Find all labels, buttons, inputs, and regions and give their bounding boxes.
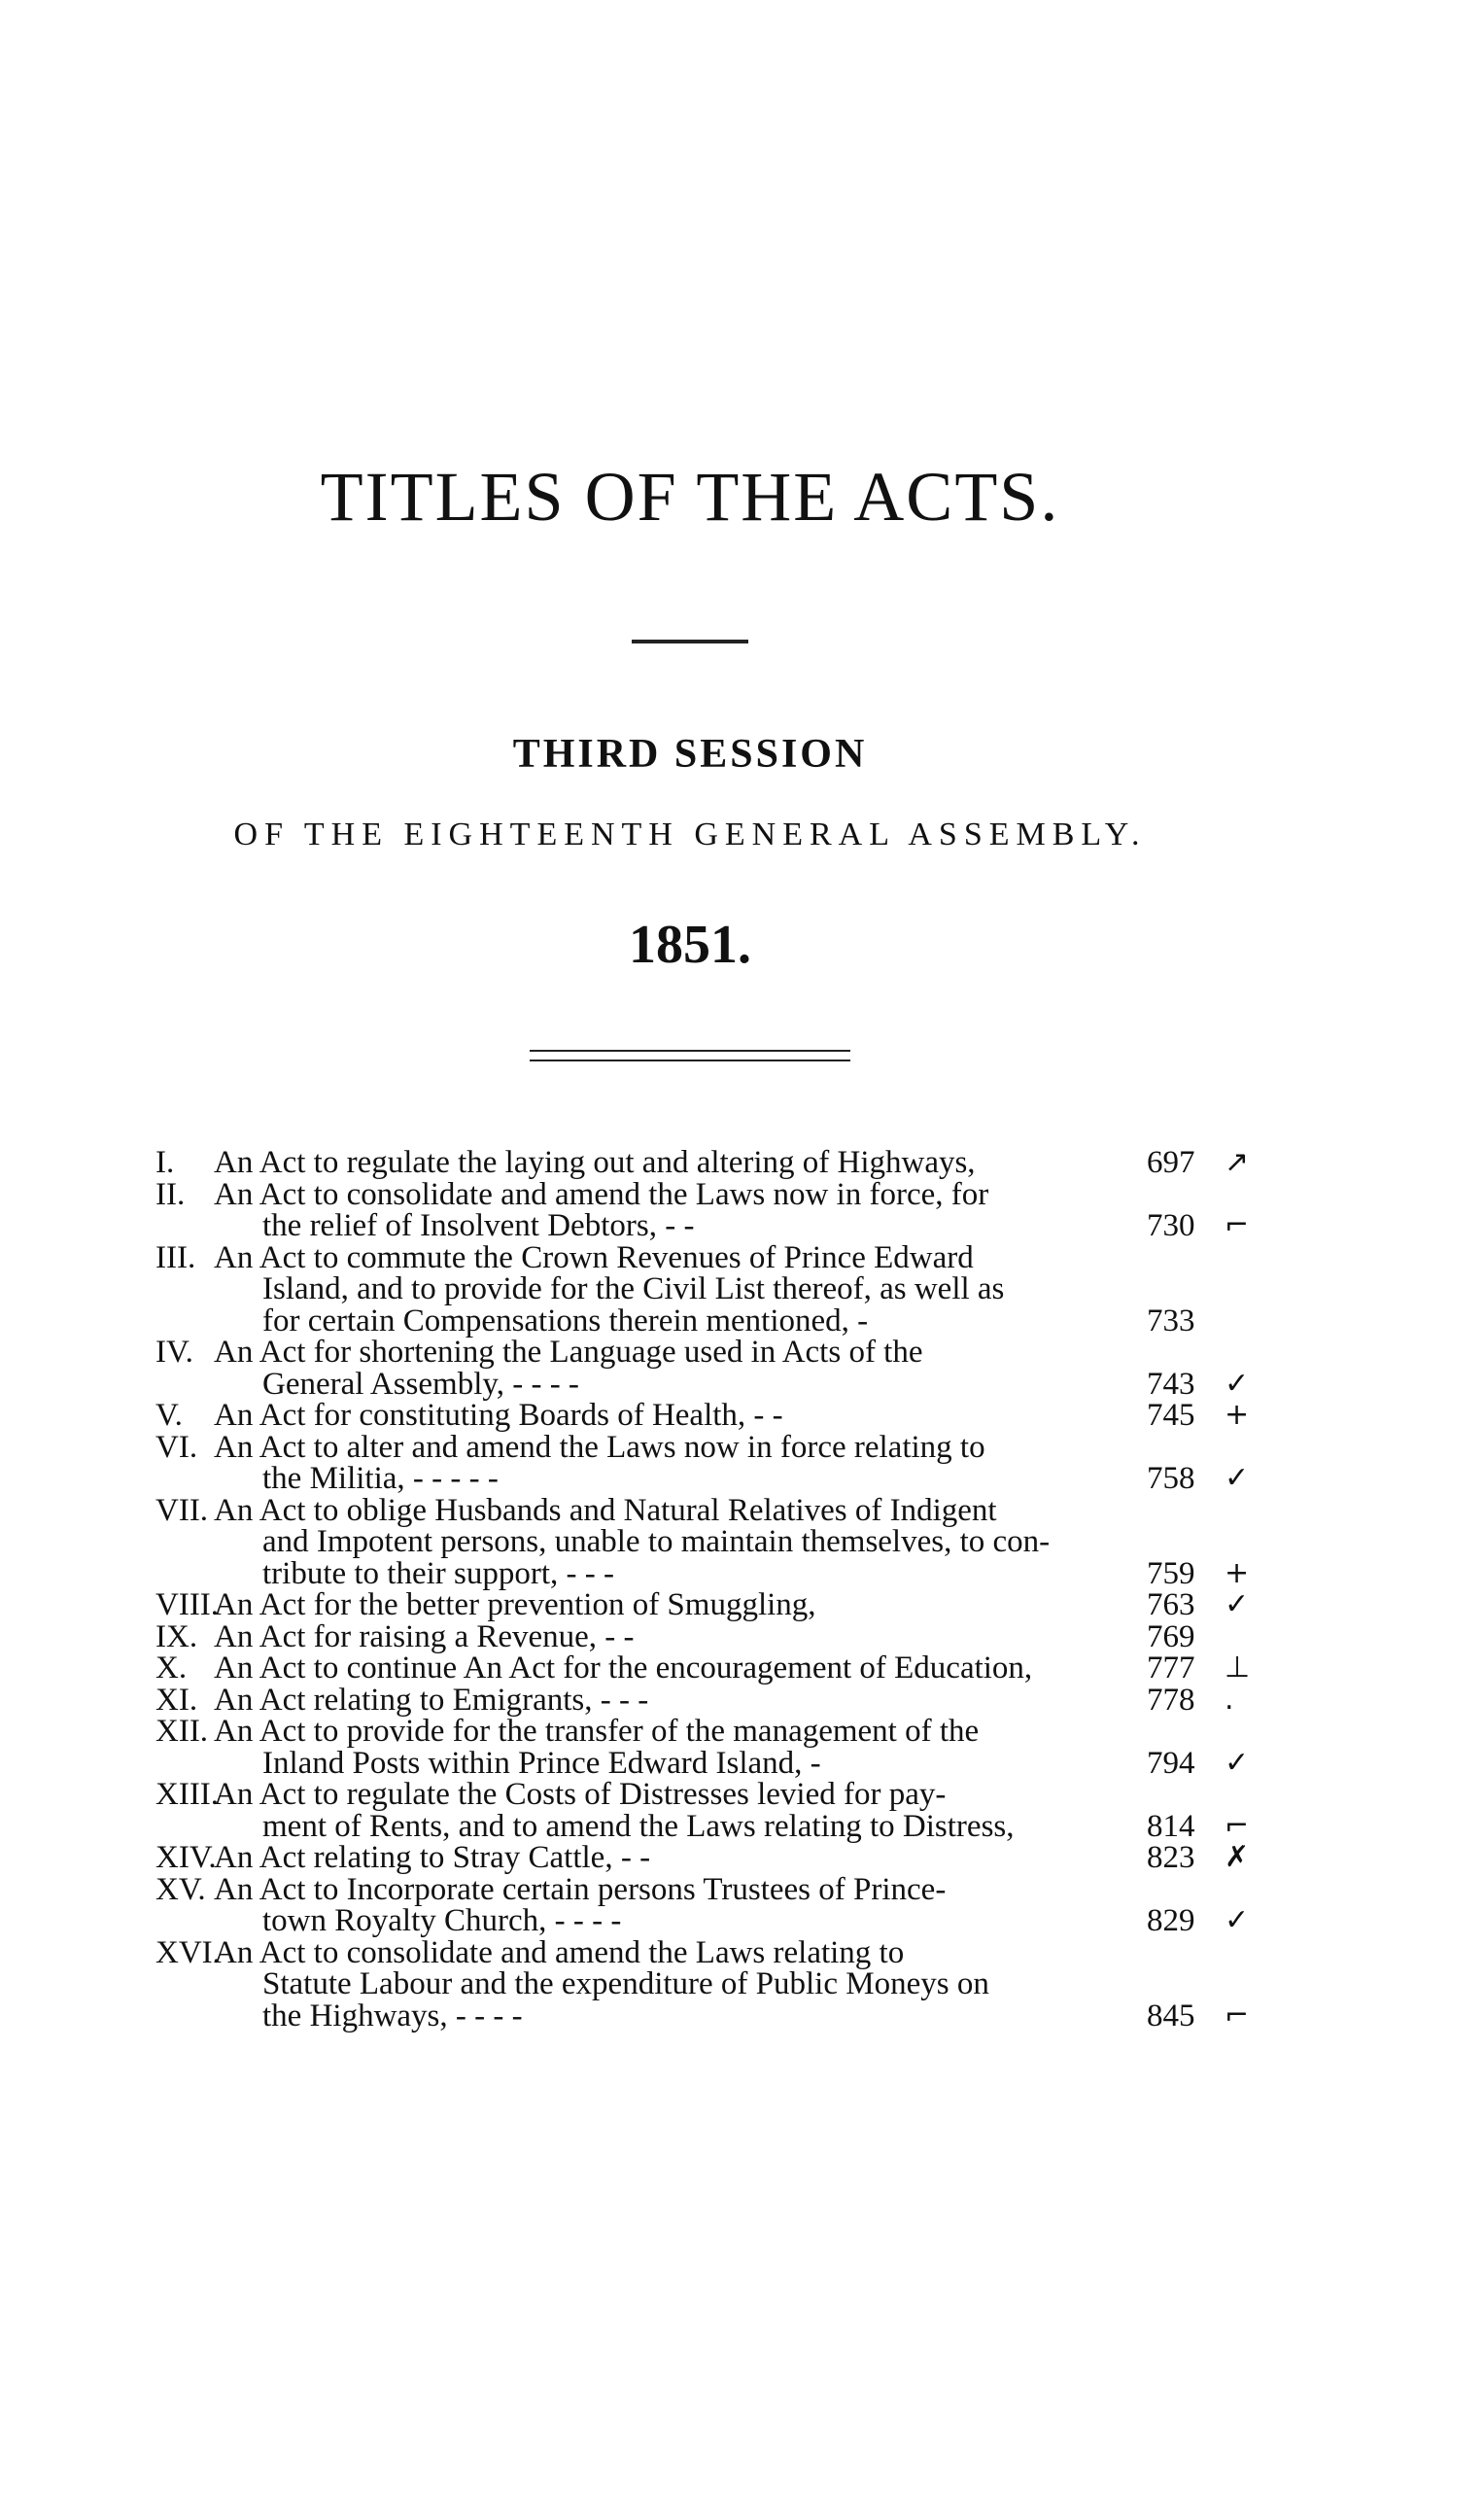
act-line: VI. An Act to alter and amend the Laws now in force relating to (155, 1429, 985, 1465)
act-line (155, 1745, 1283, 1781)
handwritten-check-mark: . (1225, 1682, 1234, 1717)
act-line: XII. An Act to provide for the transfer of the management of the (155, 1714, 980, 1749)
act-title-text: Statute Labour and the expenditure of Public Moneys on (262, 1966, 989, 2001)
act-line: X. An Act to continue An Act for the encouragement of Education, 777 ⊥ (155, 1651, 1251, 1685)
act-title-text: the Highways, - - - - (262, 1998, 523, 2033)
double-rule-top (530, 1050, 850, 1052)
act-page-number: 823 (1147, 1840, 1195, 1875)
act-entry (155, 1239, 1283, 1338)
handwritten-check-mark: ↗ (1225, 1145, 1250, 1179)
acts-list (155, 1147, 1283, 2032)
act-page-number: 814 (1147, 1808, 1195, 1844)
act-line: VIII.An Act for the better prevention of Smuggling, 763 ✓ (155, 1587, 1250, 1622)
act-line (155, 1210, 1283, 1242)
act-line: XIII.An Act to regulate the Costs of Distresses levied for pay- (155, 1777, 947, 1812)
act-line: I. An Act to regulate the laying out and altering of Highways, 697 ↗ (155, 1145, 1250, 1180)
act-entry (155, 1618, 1283, 1654)
act-line (155, 1905, 1283, 1937)
handwritten-check-mark: ✗ (1225, 1840, 1250, 1874)
act-line: V. An Act for constituting Boards of Health, - - 745 + (155, 1398, 1250, 1433)
act-page-number: 769 (1147, 1618, 1195, 1654)
act-line (155, 1555, 1283, 1591)
act-line: XIV.An Act relating to Stray Cattle, - - 823 ✗ (155, 1840, 1250, 1875)
act-entry (155, 1176, 1283, 1243)
act-title-text: An Act to Incorporate certain persons Trustees of Prince- (214, 1871, 947, 1907)
act-title-text: town Royalty Church, - - - - (262, 1903, 622, 1938)
act-entry (155, 1492, 1283, 1591)
act-page-number: 730 (1147, 1208, 1195, 1243)
handwritten-check-mark: ⊥ (1225, 1651, 1251, 1685)
handwritten-check-mark: ✓ (1225, 1366, 1250, 1401)
act-page-number: 758 (1147, 1461, 1195, 1496)
handwritten-check-mark: ✓ (1225, 1461, 1250, 1495)
act-page-number: 778 (1147, 1682, 1195, 1718)
session-heading: THIRD SESSION (512, 732, 868, 777)
act-line (155, 1968, 1283, 2000)
handwritten-check-mark: ✓ (1225, 1587, 1250, 1621)
act-title-text: An Act relating to Stray Cattle, - - (214, 1840, 651, 1875)
act-title-text: An Act to oblige Husbands and Natural Relatives of Indigent (214, 1492, 997, 1528)
act-page-number: 763 (1147, 1587, 1195, 1622)
handwritten-check-mark: + (1225, 1398, 1250, 1432)
act-title-text: and Impotent persons, unable to maintain themselves, to con- (262, 1524, 1051, 1559)
act-title-text: An Act for constituting Boards of Health, - - (214, 1398, 783, 1433)
act-line: II. An Act to consolidate and amend the Laws now in force, for (155, 1176, 989, 1212)
act-page-number: 743 (1147, 1366, 1195, 1402)
act-title-text: the relief of Insolvent Debtors, - - (262, 1208, 695, 1243)
act-page-number: 829 (1147, 1903, 1195, 1938)
act-page-number: 697 (1147, 1145, 1195, 1180)
handwritten-check-mark: ✓ (1225, 1745, 1250, 1780)
act-entry (155, 1779, 1283, 1842)
act-line: XVI.An Act to consolidate and amend the Laws relating to (155, 1934, 905, 1970)
act-entry (155, 1400, 1283, 1432)
act-line: XV. An Act to Incorporate certain persons Trustees of Prince- (155, 1871, 947, 1907)
act-line: III. An Act to commute the Crown Revenues of Prince Edward (155, 1239, 974, 1275)
act-line (155, 1463, 1283, 1495)
act-entry (155, 1842, 1283, 1874)
act-title-text: An Act relating to Emigrants, - - - (214, 1682, 649, 1718)
act-title-text: An Act to continue An Act for the encouragement of Education, (214, 1651, 1033, 1685)
act-entry (155, 1716, 1283, 1779)
assembly-heading: OF THE EIGHTEENTH GENERAL ASSEMBLY. (233, 817, 1147, 852)
act-title-text: An Act to commute the Crown Revenues of Prince Edward (214, 1239, 974, 1275)
double-rule-bottom (530, 1060, 850, 1061)
act-page-number: 733 (1147, 1303, 1195, 1338)
act-page-number: 745 (1147, 1398, 1195, 1433)
act-title-text: An Act for the better prevention of Smuggling, (214, 1587, 816, 1622)
act-page-number: 759 (1147, 1555, 1195, 1591)
act-title-text: An Act to alter and amend the Laws now in force relating to (214, 1429, 985, 1465)
act-title-text: An Act to regulate the laying out and altering of Highways, (214, 1145, 976, 1180)
act-line (155, 1808, 1283, 1844)
act-title-text: General Assembly, - - - - (262, 1366, 579, 1402)
act-page-number: 845 (1147, 1998, 1195, 2033)
handwritten-check-mark: + (1225, 1555, 1250, 1590)
handwritten-check-mark: ⌐ (1225, 1998, 1250, 2033)
act-entry (155, 1147, 1283, 1179)
act-entry (155, 1871, 1283, 1938)
act-entry (155, 1337, 1283, 1400)
act-title-text: An Act for shortening the Language used in Acts of the (214, 1335, 923, 1370)
act-title-text: for certain Compensations therein mentioned, - (262, 1303, 869, 1338)
act-entry (155, 1682, 1283, 1718)
act-entry (155, 1429, 1283, 1496)
act-title-text: tribute to their support, - - - (262, 1555, 615, 1591)
act-title-text: Inland Posts within Prince Edward Island, - (262, 1745, 821, 1781)
title-rule (632, 640, 748, 643)
act-line (155, 1273, 1283, 1305)
act-entry (155, 1652, 1283, 1685)
act-title-text: An Act to consolidate and amend the Laws now in force, for (214, 1176, 989, 1212)
act-line: VII. An Act to oblige Husbands and Natural Relatives of Indigent (155, 1492, 997, 1528)
act-title-text: ment of Rents, and to amend the Laws relating to Distress, (262, 1808, 1015, 1844)
handwritten-check-mark: ⌐ (1225, 1808, 1250, 1843)
act-title-text: An Act to consolidate and amend the Laws relating to (214, 1934, 905, 1970)
year-heading: 1851. (629, 915, 751, 975)
page-title: TITLES OF THE ACTS. (320, 458, 1060, 536)
act-line (155, 1305, 1283, 1338)
act-entry (155, 1589, 1283, 1621)
act-line (155, 1526, 1283, 1558)
act-line: IX. An Act for raising a Revenue, - - 769 (155, 1621, 1283, 1653)
act-page-number: 794 (1147, 1745, 1195, 1781)
act-line: XI. An Act relating to Emigrants, - - - 778 . (155, 1682, 1234, 1718)
act-title-text: An Act for raising a Revenue, - - (214, 1618, 635, 1654)
act-title-text: the Militia, - - - - - (262, 1461, 499, 1496)
act-title-text: An Act to provide for the transfer of the management of the (214, 1714, 980, 1749)
act-title-text: Island, and to provide for the Civil List thereof, as well as (262, 1271, 1005, 1306)
act-title-text: An Act to regulate the Costs of Distresses levied for pay- (214, 1777, 947, 1812)
act-line: IV. An Act for shortening the Language used in Acts of the (155, 1335, 923, 1370)
act-entry (155, 1934, 1283, 2033)
act-line (155, 1366, 1283, 1402)
act-page-number: 777 (1147, 1651, 1195, 1685)
act-line (155, 2000, 1283, 2033)
handwritten-check-mark: ⌐ (1225, 1208, 1250, 1242)
handwritten-check-mark: ✓ (1225, 1903, 1250, 1937)
